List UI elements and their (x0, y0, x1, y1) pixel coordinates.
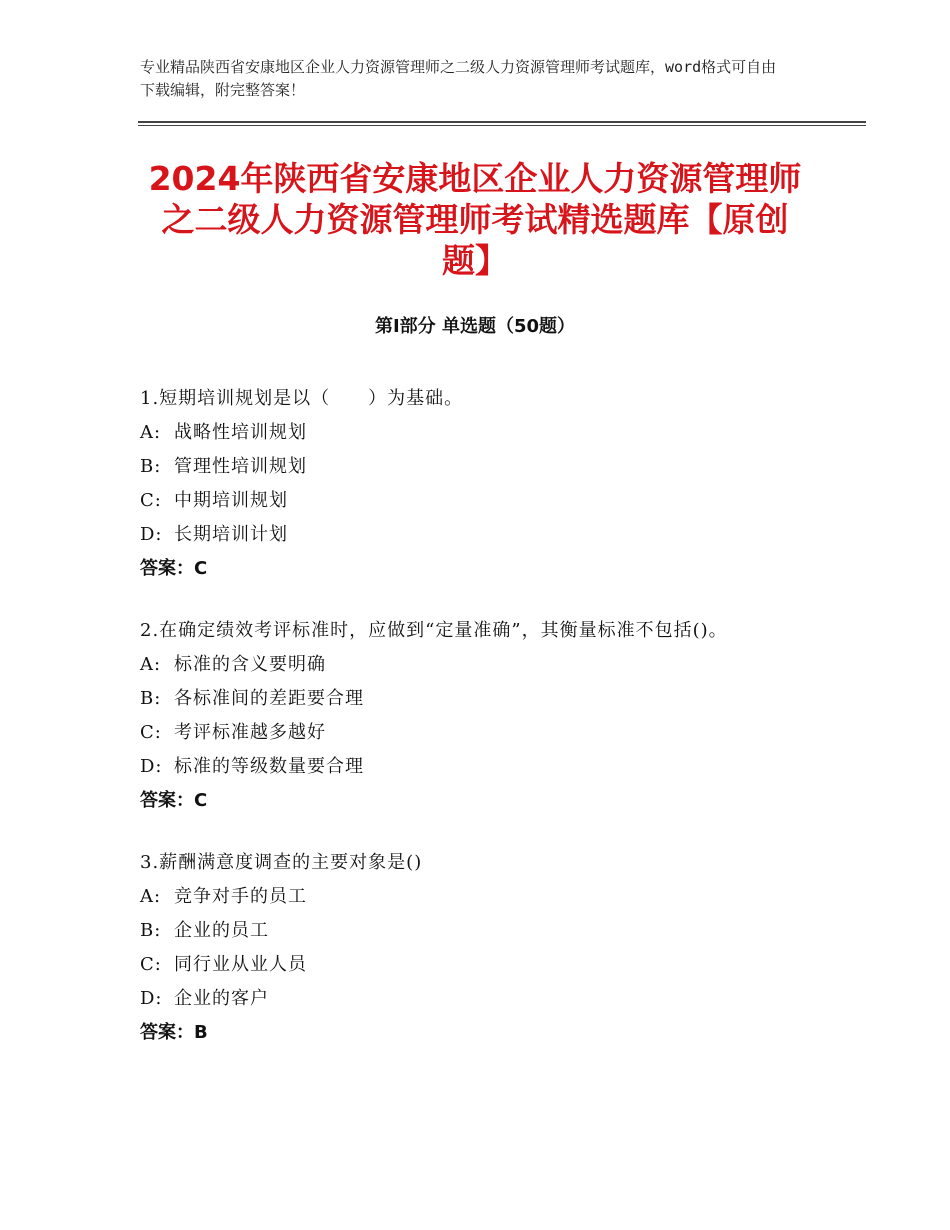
option-letter: B: (140, 688, 162, 709)
option-text: 各标准间的差距要合理 (174, 688, 364, 709)
option-letter: A: (140, 886, 162, 907)
question-1 (140, 382, 820, 586)
option-letter: D: (140, 988, 163, 1009)
question-2 (140, 614, 820, 818)
option-text: 长期培训计划 (174, 524, 288, 545)
answer-line: 答案：C (140, 558, 208, 579)
answer-line: 答案：C (140, 790, 208, 811)
option-c (140, 716, 820, 750)
option-text: 战略性培训规划 (174, 422, 307, 443)
option-letter: A: (140, 422, 162, 443)
option-b (140, 914, 820, 948)
document-title: 2024年陕西省安康地区企业人力资源管理师之二级人力资源管理师考试精选题库【原创题】 (148, 159, 802, 280)
option-text: 企业的员工 (174, 920, 269, 941)
question-stem: 3.薪酬满意度调查的主要对象是() (140, 852, 423, 873)
option-b (140, 682, 820, 716)
option-letter: D: (140, 756, 163, 777)
option-text: 同行业从业人员 (174, 954, 307, 975)
question-stem: 2.在确定绩效考评标准时，应做到“定量准确”，其衡量标准不包括()。 (140, 620, 728, 641)
answer-line: 答案：B (140, 1022, 208, 1043)
option-d (140, 518, 820, 552)
option-c (140, 948, 820, 982)
option-text: 管理性培训规划 (174, 456, 307, 477)
option-letter: D: (140, 524, 163, 545)
header-note: 专业精品陕西省安康地区企业人力资源管理师之二级人力资源管理师考试题库，word格式可自由下载编辑，附完整答案！ (140, 58, 777, 99)
option-letter: C: (140, 954, 162, 975)
option-b (140, 450, 820, 484)
question-list (140, 382, 820, 1078)
option-letter: A: (140, 654, 162, 675)
option-text: 考评标准越多越好 (174, 722, 326, 743)
header-divider-thick (138, 121, 866, 123)
option-text: 标准的等级数量要合理 (174, 756, 364, 777)
option-a (140, 416, 820, 450)
option-text: 中期培训规划 (174, 490, 288, 511)
option-letter: C: (140, 722, 162, 743)
question-stem: 1.短期培训规划是以（ ）为基础。 (140, 388, 464, 409)
option-text: 企业的客户 (174, 988, 269, 1009)
option-a (140, 648, 820, 682)
option-text: 标准的含义要明确 (174, 654, 326, 675)
header-divider-thin (138, 125, 866, 126)
option-letter: B: (140, 920, 162, 941)
option-letter: B: (140, 456, 162, 477)
section-title: 第Ⅰ部分 单选题（50题） (374, 316, 575, 337)
option-text: 竞争对手的员工 (174, 886, 307, 907)
option-a (140, 880, 820, 914)
option-letter: C: (140, 490, 162, 511)
option-d (140, 750, 820, 784)
question-3 (140, 846, 820, 1050)
option-d (140, 982, 820, 1016)
option-c (140, 484, 820, 518)
